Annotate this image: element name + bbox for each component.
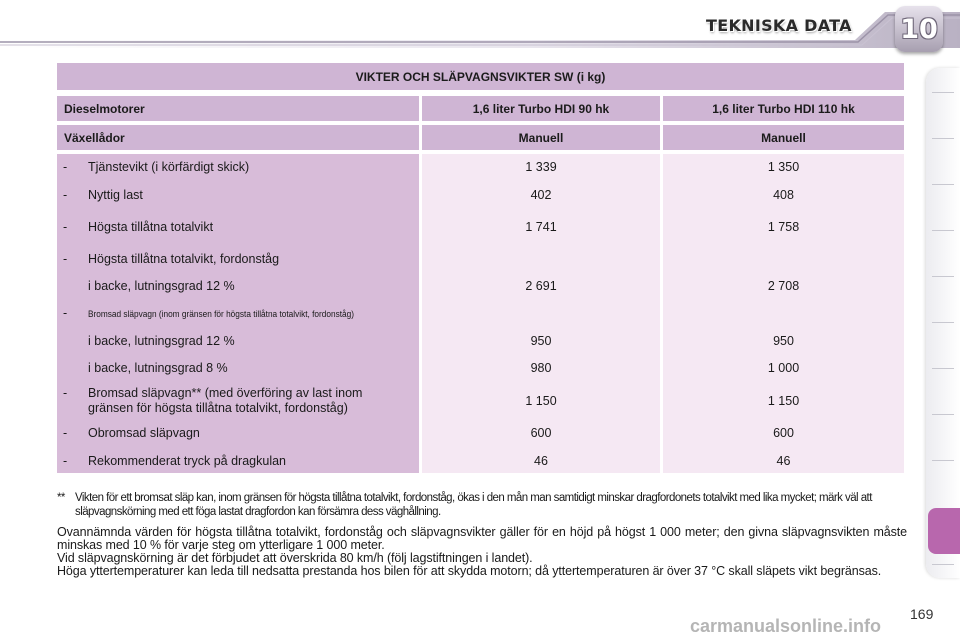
row-label: i backe, lutningsgrad 12 % — [88, 334, 235, 348]
row-value-col2: 2 708 — [767, 279, 800, 293]
row-value-col2: 600 — [773, 426, 794, 440]
engine-col2: 1,6 liter Turbo HDI 110 hk — [663, 96, 904, 121]
row-label-line1: Bromsad släpvagn** (med överföring av last inom — [88, 386, 363, 400]
gearbox-header-row — [57, 125, 904, 150]
row-label: Obromsad släpvagn — [88, 426, 200, 440]
row-value-col2: 1 758 — [767, 220, 800, 234]
engine-header-row — [57, 96, 904, 121]
row-label: Rekommenderat tryck på dragkulan — [88, 454, 287, 468]
tab-divider — [932, 564, 954, 565]
chapter-number: 10 — [900, 13, 938, 45]
gearbox-col1: Manuell — [422, 125, 660, 150]
note-temperature: Höga yttertemperaturer kan leda till nedsatta prestanda hos bilen för att skydda motorn; då yttertemperaturen är över 37 °C skall släpets vikt begränsas. — [57, 564, 882, 578]
watermark: carmanualsonline.info — [690, 616, 882, 636]
chapter-number-badge — [895, 6, 943, 52]
tab-divider — [932, 184, 954, 185]
row-value-col2: 1 150 — [767, 394, 800, 408]
notes-paragraph — [57, 526, 907, 578]
tab-divider — [932, 276, 954, 277]
note-speed: Vid släpvagnskörning är det förbjudet att överskrida 80 km/h (följ lagstiftningen i landet). — [57, 551, 533, 565]
tab-divider — [932, 414, 954, 415]
tab-divider — [932, 230, 954, 231]
gearbox-label: Växellådor — [57, 125, 419, 150]
tab-divider — [932, 368, 954, 369]
table-row: - Bromsad släpvagn** (med överföring av last inom gränsen för högsta tillåtna totalvikt, fordonståg) 1 150 1 150 — [57, 386, 904, 418]
row-value-col1: 1 741 — [525, 220, 557, 234]
row-value-col1: 600 — [530, 426, 552, 440]
row-label: i backe, lutningsgrad 12 % — [88, 279, 235, 293]
footnote-marker: ** — [57, 492, 65, 504]
row-label: Tjänstevikt (i körfärdigt skick) — [88, 160, 250, 174]
engine-label: Dieselmotorer — [57, 96, 419, 121]
row-label: i backe, lutningsgrad 8 % — [88, 361, 228, 375]
row-value-col1: 46 — [534, 454, 548, 468]
gearbox-col2: Manuell — [663, 125, 904, 150]
footnote — [57, 491, 907, 519]
row-value-col1: 402 — [530, 188, 552, 202]
tab-divider — [932, 92, 954, 93]
row-value-col2: 950 — [773, 334, 794, 348]
row-value-col2: 1 000 — [767, 361, 800, 375]
row-value-col2: 1 350 — [767, 160, 800, 174]
engine-col1: 1,6 liter Turbo HDI 90 hk — [422, 96, 660, 121]
row-label — [88, 386, 362, 416]
row-value-col1: 1 339 — [525, 160, 557, 174]
note-altitude: Ovannämnda värden för högsta tillåtna totalvikt, fordonståg och släpvagnsvikter gäller för en höjd på högst 1 000 meter; den givna släpvagnsvikten måste minskas med 10 % för varje steg om ytterligare 1 000 meter. — [57, 525, 907, 552]
row-value-col1: 980 — [530, 361, 552, 375]
row-value-col1: 950 — [530, 334, 552, 348]
row-label: Nyttig last — [88, 188, 143, 202]
chapter-title: TEKNISKA DATA — [706, 16, 852, 35]
tab-divider — [932, 138, 954, 139]
row-label: Bromsad släpvagn (inom gränsen för högsta tillåtna totalvikt, fordonståg) — [88, 309, 355, 319]
row-value-col2: 46 — [776, 454, 791, 468]
row-label: Högsta tillåtna totalvikt, fordonståg — [88, 252, 280, 266]
page-number: 169 — [910, 606, 934, 622]
row-value-col1: 1 150 — [525, 394, 557, 408]
tab-divider — [932, 460, 954, 461]
active-chapter-tab[interactable] — [928, 508, 960, 554]
table-title: VIKTER OCH SLÄPVAGNSVIKTER SW (i kg) — [57, 63, 904, 90]
side-chapter-tabs — [926, 68, 960, 578]
footnote-text: Vikten för ett bromsat släp kan, inom gränsen för högsta tillåtna totalvikt, fordonståg, ökas i den mån man samtidigt minskar dragfordonets totalvikt med lika mycket; märk väl att släpvagnskörning med ett föga lastat dragfordon kan försämra dess väghållning. — [75, 492, 872, 518]
row-value-col1: 2 691 — [525, 279, 557, 293]
row-value-col2: 408 — [773, 188, 794, 202]
tab-divider — [932, 322, 954, 323]
row-label: Högsta tillåtna totalvikt — [88, 220, 214, 234]
row-label-line2: gränsen för högsta tillåtna totalvikt, fordonståg) — [88, 401, 348, 415]
